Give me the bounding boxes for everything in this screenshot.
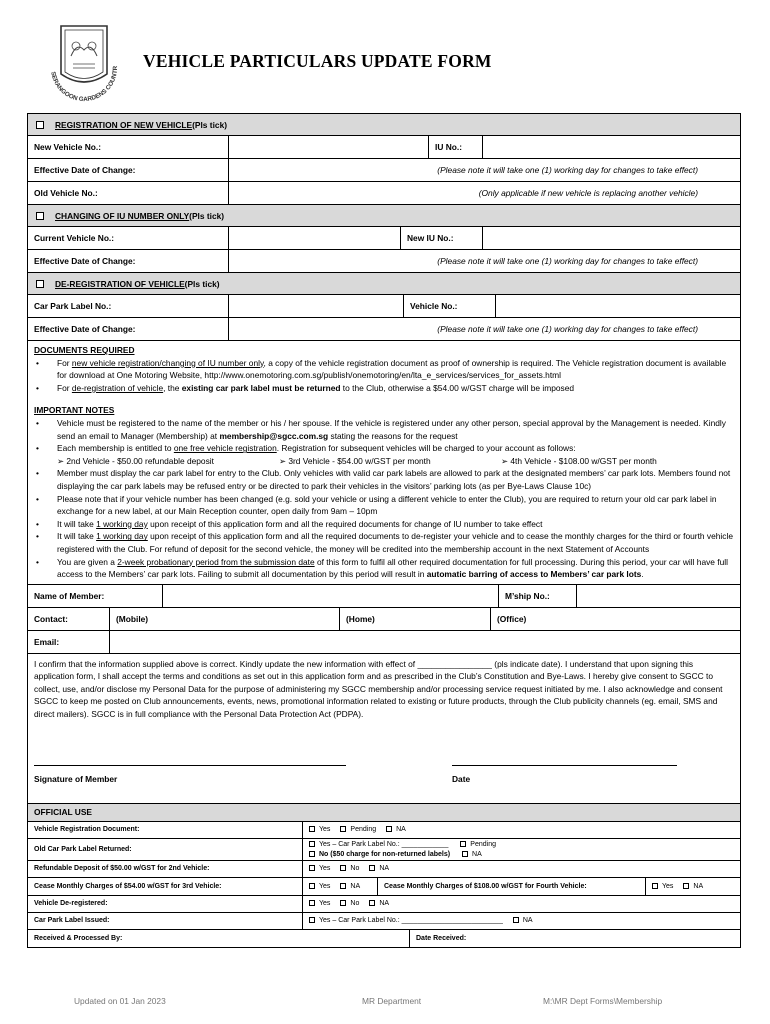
vehicle-form <box>27 113 741 948</box>
official-label: Old Car Park Label Returned: <box>28 839 303 860</box>
vehicle-no-field[interactable] <box>496 295 740 317</box>
effective-date-field[interactable]: (Please note it will take one (1) working day for changes to take effect) <box>437 324 698 334</box>
documents-heading: DOCUMENTS REQUIRED <box>34 345 135 355</box>
changing-iu-checkbox[interactable] <box>36 212 44 220</box>
contact-row <box>28 608 740 631</box>
section-label: REGISTRATION OF NEW VEHICLE <box>55 119 193 130</box>
club-logo <box>43 20 125 118</box>
new-vehicle-no-label: New Vehicle No.: <box>28 136 229 158</box>
old-vehicle-row <box>28 182 740 205</box>
note-item: • It will take 1 working day upon receipt of this application form and all the required documents to de-register your vehicle and to cease the monthly charges for the third or fourth vehicle registered with the Club. For refund of deposit for the second vehicle, the money will be credited into the membership account in the next Statement of Accounts <box>34 530 734 555</box>
official-options <box>303 896 740 912</box>
email-row <box>28 631 740 654</box>
official-use-heading: OFFICIAL USE <box>28 804 740 822</box>
yes-option[interactable]: Yes <box>309 900 330 907</box>
note-item: • Each membership is entitled to one free vehicle registration. Registration for subsequent vehicles will be charged to your account as follows: <box>34 442 734 455</box>
official-row <box>28 878 740 896</box>
declaration-text: I confirm that the information supplied above is correct. Kindly update the new information with effect of ________________ (pls indicate date). I understand that upon signing this application form, I shall accept the terms and conditions as set out in this application form and as prescribed in the Club’s Constitution and Bye-Laws. I hereby give consent to SGCC to collect, use, and/or disclose my Personal Data for the purpose of administering my SGCC membership and/or processing service request initiated by me. I also acknowledge and consent SGCC to keep me posted on Club announcements, events, news, promotional information related to existing or future products, through the Club publicity channels (eg. email, SMS and direct mailers). SGCC is in full compliance with the Personal Data Protection Act (PDPA). <box>34 658 723 720</box>
new-iu-no-label: New IU No.: <box>401 227 483 249</box>
footer-updated: Updated on 01 Jan 2023 <box>74 996 166 1006</box>
official-row <box>28 822 740 839</box>
official-row <box>28 896 740 913</box>
effective-date-row-3 <box>28 318 740 341</box>
old-vehicle-no-label: Old Vehicle No.: <box>28 182 229 204</box>
footer-department: MR Department <box>362 996 422 1006</box>
info-block <box>28 341 740 585</box>
email-label: Email: <box>28 631 110 653</box>
yes-option[interactable]: Yes – Car Park Label No.: __________________________ <box>309 917 503 924</box>
vehicle-charges <box>34 455 734 468</box>
na-option[interactable]: NA <box>513 917 533 924</box>
iu-no-label: IU No.: <box>429 136 483 158</box>
new-vehicle-no-field[interactable] <box>229 136 429 158</box>
logo-text: SERANGOON GARDENS COUNTR <box>49 66 120 104</box>
na-option[interactable]: NA <box>369 900 389 907</box>
official-label: Car Park Label Issued: <box>28 913 303 929</box>
official-row <box>28 930 740 947</box>
no-option[interactable]: No <box>340 865 359 872</box>
pending-option[interactable]: Pending <box>460 841 496 848</box>
official-options <box>303 861 740 877</box>
official-options <box>303 839 740 860</box>
na-option[interactable]: NA <box>683 883 703 890</box>
official-label: Cease Monthly Charges of $54.00 w/GST for 3rd Vehicle: <box>28 878 303 895</box>
effective-date-label: Effective Date of Change: <box>28 318 229 340</box>
official-options <box>303 822 740 838</box>
iu-no-field[interactable] <box>483 136 740 158</box>
effective-date-label: Effective Date of Change: <box>28 250 229 272</box>
na-option[interactable]: NA <box>340 883 360 890</box>
official-row <box>28 913 740 930</box>
charge-2nd: ➢ 2nd Vehicle - $50.00 refundable deposit <box>57 455 214 466</box>
effective-date-label: Effective Date of Change: <box>28 159 229 181</box>
date-received-label[interactable]: Date Received: <box>416 934 467 942</box>
deregistration-checkbox[interactable] <box>36 280 44 288</box>
current-vehicle-no-label: Current Vehicle No.: <box>28 227 229 249</box>
yes-option[interactable]: Yes – Car Park Label No.: ____________ <box>309 841 448 848</box>
email-field[interactable] <box>110 631 740 653</box>
documents-item: • For new vehicle registration/changing of IU number only, a copy of the vehicle registration document as proof of ownership is required. The Vehicle registration document is available for download at One Motoring Website, http://www.onemotoring.com.sg/publish/onemotoring/en/lta_e_services/services_for_assets.html <box>34 357 734 382</box>
official-row <box>28 861 740 878</box>
effective-date-row-1 <box>28 159 740 182</box>
official-label: Refundable Deposit of $50.00 w/GST for 2nd Vehicle: <box>28 861 303 877</box>
section-registration <box>28 114 740 136</box>
current-vehicle-row <box>28 227 740 250</box>
documents-required <box>28 341 740 584</box>
car-park-label-row <box>28 295 740 318</box>
na-option[interactable]: NA <box>462 851 482 858</box>
section-label: CHANGING OF IU NUMBER ONLY <box>55 210 190 221</box>
official-label: Vehicle Registration Document: <box>28 822 303 838</box>
date-label: Date <box>452 773 471 784</box>
effective-date-field[interactable]: (Please note it will take one (1) working day for changes to take effect) <box>437 256 698 266</box>
registration-checkbox[interactable] <box>36 121 44 129</box>
yes-option[interactable]: Yes <box>309 883 330 890</box>
car-park-label-no-field[interactable] <box>229 295 404 317</box>
notes-heading: IMPORTANT NOTES <box>34 405 115 416</box>
section-label: DE-REGISTRATION OF VEHICLE <box>55 278 185 289</box>
signature-label: Signature of Member <box>34 773 118 784</box>
yes-option[interactable]: Yes <box>652 883 673 890</box>
membership-email[interactable]: membership@sgcc.com.sg <box>219 430 329 441</box>
mship-no-label: M’ship No.: <box>499 585 577 607</box>
yes-option[interactable]: Yes <box>309 826 330 833</box>
yes-option[interactable]: Yes <box>309 865 330 872</box>
member-name-field[interactable] <box>163 585 499 607</box>
footer-path: M:\MR Dept Forms\Membership <box>543 996 663 1006</box>
official-label: Vehicle De-registered: <box>28 896 303 912</box>
section-changing-iu <box>28 205 740 227</box>
no-option[interactable]: No <box>340 900 359 907</box>
home-field[interactable]: (Home) <box>340 608 491 630</box>
effective-date-field[interactable]: (Please note it will take one (1) working day for changes to take effect) <box>437 165 698 175</box>
mobile-field[interactable]: (Mobile) <box>110 608 340 630</box>
pending-option[interactable]: Pending <box>340 826 376 833</box>
section-suffix: (Pls tick) <box>189 210 225 221</box>
effective-date-row-2 <box>28 250 740 273</box>
charge-3rd: ➢ 3rd Vehicle - $54.00 w/GST per month <box>279 455 431 466</box>
official-options <box>303 913 740 929</box>
na-option[interactable]: NA <box>369 865 389 872</box>
note-item: • Please note that if your vehicle number has been changed (e.g. sold your vehicle or using a different vehicle to enter the Club), you are required to return your old car park label in exchange for a new label, at our Main Reception counter, open daily from 9am – 10pm <box>34 493 734 518</box>
new-iu-no-field[interactable] <box>483 227 740 249</box>
note-item: • Member must display the car park label for entry to the Club. Only vehicles with valid car park labels are allowed to park at the designated members’ car park lots. Members found not displaying the car park labels may be refused entry or be directed to park their vehicles in the visitors’ parking lots (as per Bye-Laws Clause 10c) <box>34 467 734 492</box>
official-label: Cease Monthly Charges of $108.00 w/GST for Fourth Vehicle: <box>378 878 646 895</box>
old-vehicle-no-field[interactable]: (Only applicable if new vehicle is replacing another vehicle) <box>478 188 698 198</box>
note-item: • It will take 1 working day upon receipt of this application form and all the required documents for change of IU number to take effect <box>34 518 734 531</box>
date-line[interactable] <box>452 765 677 766</box>
mship-no-field[interactable] <box>577 585 740 607</box>
section-suffix: (Pls tick) <box>184 278 220 289</box>
official-row <box>28 839 740 861</box>
official-label: Received & Processed By: <box>28 930 410 947</box>
member-name-label: Name of Member: <box>28 585 163 607</box>
current-vehicle-no-field[interactable] <box>229 227 401 249</box>
declaration-block <box>28 654 740 804</box>
new-vehicle-row <box>28 136 740 159</box>
official-options <box>646 878 740 895</box>
section-suffix: (Pls tick) <box>192 119 228 130</box>
na-option[interactable]: NA <box>386 826 406 833</box>
section-deregistration <box>28 273 740 295</box>
contact-label: Contact: <box>28 608 110 630</box>
car-park-label-no-label: Car Park Label No.: <box>28 295 229 317</box>
documents-item: • For de-registration of vehicle, the existing car park label must be returned to the Club, otherwise a $54.00 w/GST charge will be imposed <box>34 382 734 395</box>
no-option[interactable]: No ($50 charge for non-returned labels) <box>309 851 450 858</box>
official-options <box>303 878 378 895</box>
member-name-row <box>28 585 740 608</box>
office-field[interactable]: (Office) <box>497 613 527 624</box>
charge-4th: ➢ 4th Vehicle - $108.00 w/GST per month <box>501 455 657 466</box>
signature-line[interactable] <box>34 765 346 766</box>
note-item: • Vehicle must be registered to the name of the member or his / her spouse. If the vehicle is registered under any other person, special approval by the Management is needed. Kindly send an email to Manager (Membership) at membership@sgcc.com.sg stating the reasons for the request <box>34 417 734 442</box>
vehicle-no-label: Vehicle No.: <box>404 295 496 317</box>
note-item: • You are given a 2-week probationary period from the submission date of this form to fulfil all other required documentation for full processing. During this period, your car will have full access to the Members’ car park lots. Failing to submit all documentation by this period will result in automatic barring of access to Members’ car park lots. <box>34 556 734 581</box>
form-title: VEHICLE PARTICULARS UPDATE FORM <box>143 51 492 71</box>
